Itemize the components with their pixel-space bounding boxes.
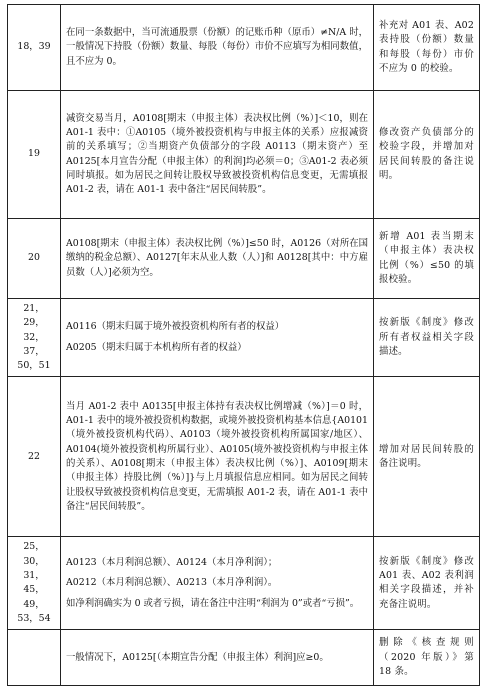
change-note-cell: 按新版《制度》修改 A01 表、A02 表利润相关字段描述，并补充备注说明。 bbox=[374, 537, 480, 630]
rule-text: 在同一条数据中，当可流通股票（份额）的记账币种（原币）≠N/A 时，一般情况下持股（份额）数量、每股（每份）市价不应填写为相同数值，且不应为 0。 bbox=[66, 27, 368, 67]
rule-text: A0205（期末归属于本机构所有者的权益） bbox=[66, 341, 247, 353]
table-row bbox=[8, 91, 480, 219]
rule-text: A0212（本月利润总额）、A0213（本月净利润）。 bbox=[66, 577, 278, 589]
rule-text: 减资交易当月，A0108[期末（申报主体）表决权比例（%）]＜10，则在 A01-1 表中：①A0105（境外被投资机构与申报主体的关系）应报减资前的关系填写；②当期资产负债部分的字段 A0113（期末资产）至 A0125[本月宣告分配（申报主体）的利润]均必须＝0；③A01-2 表必须同时填报。如为居民之间转让股权导致被投资机构信息变更，无需填报 A01-2 表，请在 A01-1 表中备注“居民间转股”。 bbox=[66, 112, 368, 196]
rule-text: 一般情况下，A0125[（本期宣告分配（申报主体）利润]应≥0。 bbox=[66, 651, 329, 663]
change-note-cell: 按新版《制度》修改所有者权益相关字段描述。 bbox=[374, 299, 480, 377]
rule-text-cell bbox=[61, 630, 374, 686]
rule-text-cell bbox=[61, 91, 374, 219]
change-note-cell: 修改资产负债部分的校验字段，并增加对居民间转股的备注说明。 bbox=[374, 91, 480, 219]
change-note-cell: 增加对居民间转股的备注说明。 bbox=[374, 377, 480, 537]
table-row bbox=[8, 377, 480, 537]
rule-number-cell: 20 bbox=[8, 219, 61, 299]
table-row bbox=[8, 630, 480, 686]
rule-text: A0116（期末归属于境外被投资机构所有者的权益） bbox=[66, 321, 285, 333]
table-row bbox=[8, 537, 480, 630]
change-note-cell: 删除《核查规则（2020 年版）》第 18 条。 bbox=[374, 630, 480, 686]
rules-table bbox=[7, 4, 480, 686]
rule-text-cell bbox=[61, 377, 374, 537]
rule-text: A0123（本月利润总额）、A0124（本月净利润）； bbox=[66, 556, 278, 568]
change-note-cell: 新增 A01 表当期末（申报主体）表决权比例（%）≤50 的填报校验。 bbox=[374, 219, 480, 299]
change-note-cell: 补充对 A01 表、A02 表持股（份额）数量和每股（每份）市价不应为 0 的校验。 bbox=[374, 5, 480, 91]
rule-number-cell: 19 bbox=[8, 91, 61, 219]
rule-text: 如净利润确实为 0 或者亏损，请在备注中注明“利润为 0”或者“亏损”。 bbox=[66, 597, 360, 609]
table-row bbox=[8, 219, 480, 299]
rule-text: 当月 A01-2 表中 A0135[申报主体持有表决权比例增减（%）]＝0 时，A01-1 表中的境外被投资机构数据，或境外被投资机构基本信息{A0101（境外被投资机构代码）、A0103（境外被投资机构所属国家/地区）、A0104(境外被投资机构所属行业）、A0105(境外被投资机构与申报主体的关系）、A0108[期末（申报主体）表决权比例（%）]、A0109[期末（申报主体）持股比例（%）]}与上月填报信息应相同。如为居民之间转让股权导致被投资机构信息变更，无需填报 A01-2 表，请在 A01-1 表中备注“居民间转股”。 bbox=[66, 400, 368, 512]
rule-text-cell bbox=[61, 5, 374, 91]
rule-number-cell: 25，30，31，45，49，53，54 bbox=[8, 537, 61, 630]
table-row bbox=[8, 5, 480, 91]
rule-text-cell bbox=[61, 299, 374, 377]
rule-number-cell: 21，29，32，37，50，51 bbox=[8, 299, 61, 377]
rule-text-cell bbox=[61, 537, 374, 630]
rule-number-cell: 18，39 bbox=[8, 5, 61, 91]
rule-text: A0108[期末（申报主体）表决权比例（%）]≤50 时，A0126（对所在国缴纳的税金总额）、A0127[年末从业人数（人）]和 A0128[其中：中方雇员数（人）]必须为空。 bbox=[66, 238, 368, 278]
rule-number-cell: 22 bbox=[8, 377, 61, 537]
table-row bbox=[8, 299, 480, 377]
rule-number-cell bbox=[8, 630, 61, 686]
rule-text-cell bbox=[61, 219, 374, 299]
